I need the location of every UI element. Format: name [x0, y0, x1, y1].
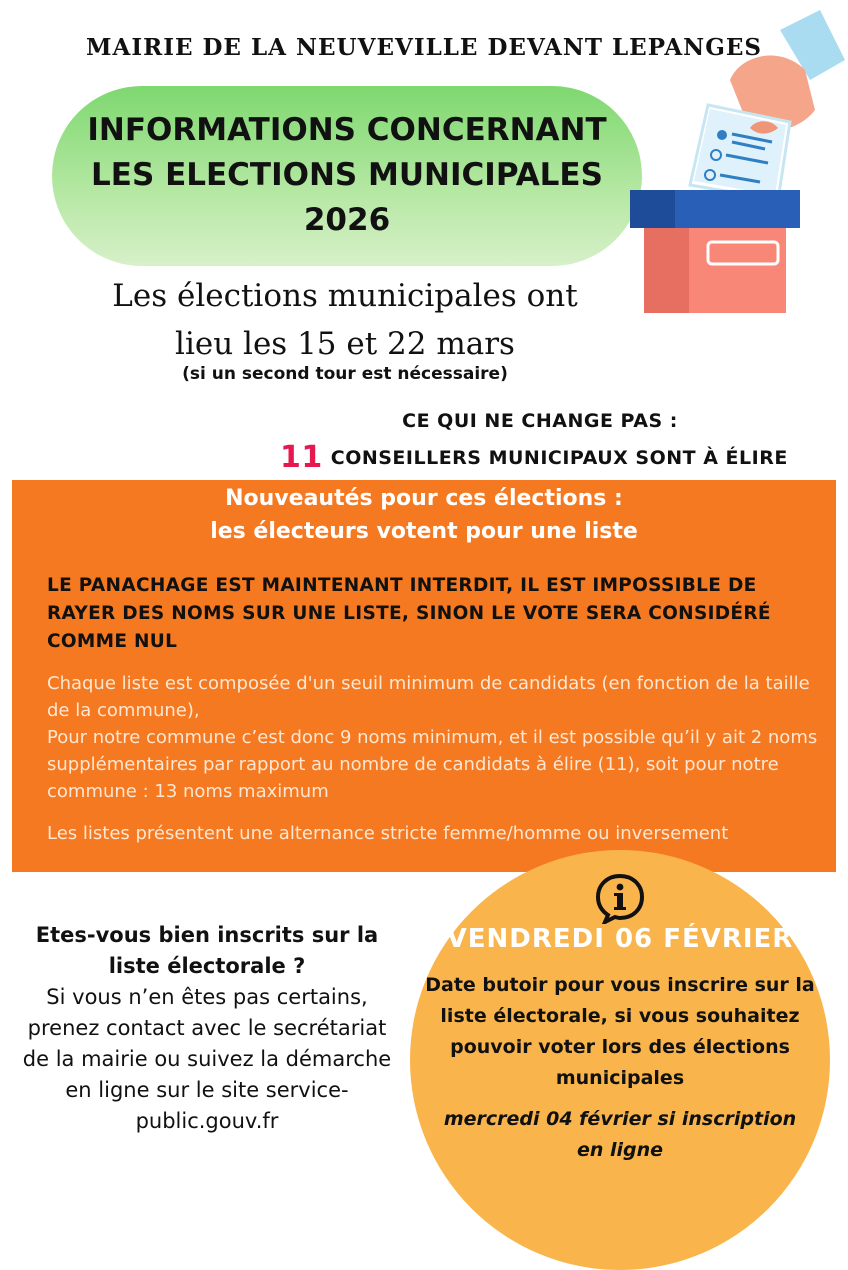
alternance-note: Les listes présentent une alternance stricte femme/homme ou inversement — [47, 823, 729, 844]
conseillers-text: CONSEILLERS MUNICIPAUX SONT À ÉLIRE — [330, 447, 788, 469]
mairie-title: MAIRIE DE LA NEUVEVILLE DEVANT LEPANGES — [86, 34, 762, 61]
ballot-box-icon — [630, 10, 845, 315]
title-line-2: LES ELECTIONS MUNICIPALES — [91, 157, 603, 193]
second-tour-note: (si un second tour est nécessaire) — [182, 364, 508, 384]
nouveautes-heading — [12, 482, 836, 548]
title-line-1: INFORMATIONS CONCERNANT — [87, 112, 607, 148]
inscription-block — [12, 920, 402, 1137]
dates-line-2: lieu les 15 et 22 mars — [175, 326, 515, 362]
page-title — [52, 108, 642, 243]
deadline-date: VENDREDI 06 FÉVRIER — [446, 924, 794, 954]
election-dates — [60, 272, 630, 368]
online-deadline: mercredi 04 février si inscription en ligne — [443, 1108, 797, 1161]
info-icon — [594, 872, 646, 924]
nouveautes-line-1: Nouveautés pour ces élections : — [225, 486, 623, 511]
no-change-label: CE QUI NE CHANGE PAS : — [402, 410, 678, 432]
conseillers-line — [280, 440, 800, 475]
composition-line-1: Chaque liste est composée d'un seuil minimum de candidats (en fonction de la taille de la commune), — [47, 673, 810, 721]
title-line-3: 2026 — [303, 202, 391, 238]
conseillers-count: 11 — [280, 440, 323, 475]
deadline-text: Date butoir pour vous inscrire sur la liste électorale, si vous souhaitez pouvoir voter lors des élections municipales — [425, 974, 815, 1089]
liste-composition — [47, 670, 822, 805]
inscription-question: Etes-vous bien inscrits sur la liste électorale ? — [35, 923, 379, 978]
nouveautes-line-2: les électeurs votent pour une liste — [210, 519, 638, 544]
panachage-warning: LE PANACHAGE EST MAINTENANT INTERDIT, IL EST IMPOSSIBLE DE RAYER DES NOMS SUR UNE LISTE, SINON LE VOTE SERA CONSIDÉRÉ COMME NUL — [47, 575, 771, 652]
composition-line-2: Pour notre commune c’est donc 9 noms minimum, et il est possible qu’il y ait 2 noms supplémentaires par rapport au nombre de candidats à élire (11), soit pour notre commune : 13 noms maximum — [47, 727, 818, 802]
dates-line-1: Les élections municipales ont — [112, 278, 578, 314]
inscription-text: Si vous n’en êtes pas certains, prenez contact avec le secrétariat de la mairie ou suivez la démarche en ligne sur le site service-public.gouv.fr — [22, 985, 392, 1133]
